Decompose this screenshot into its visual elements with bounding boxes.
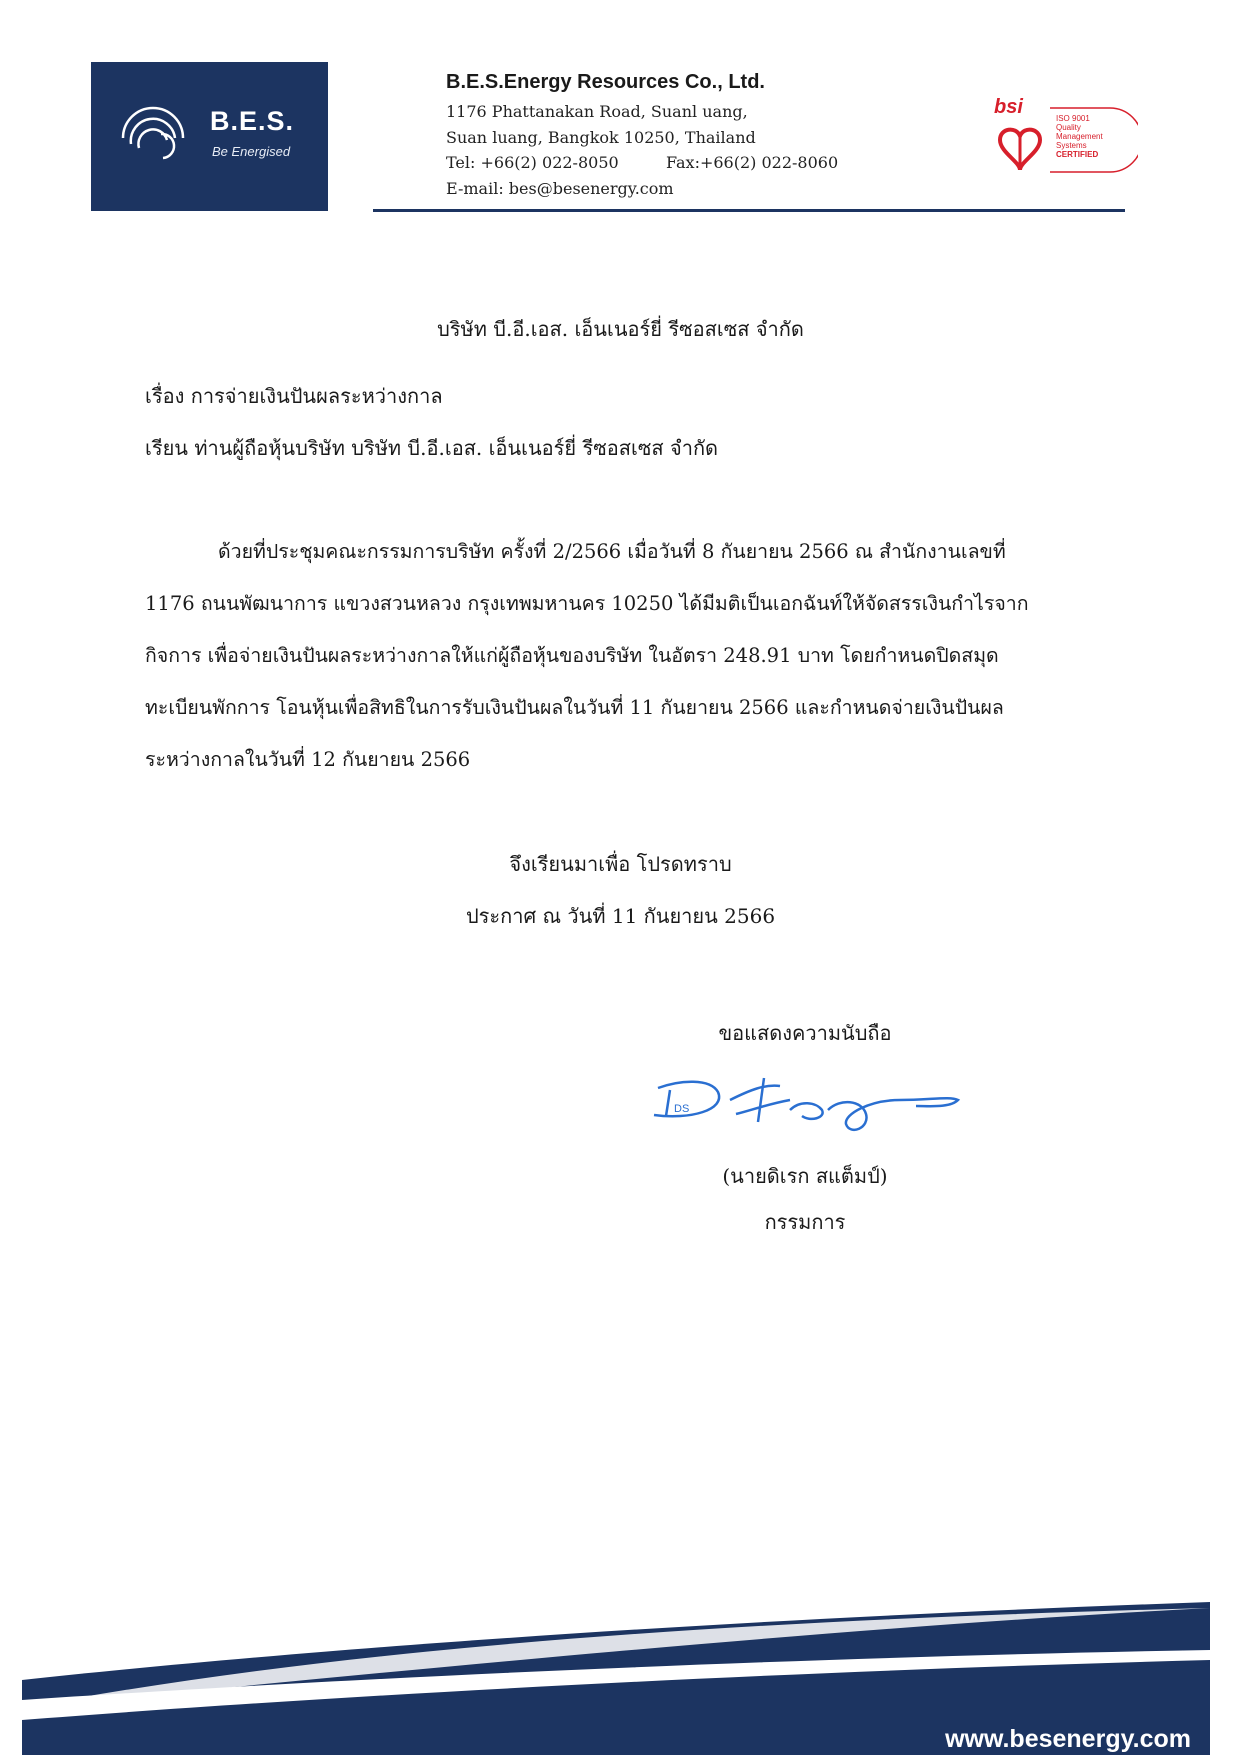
bsi-certification-badge xyxy=(990,96,1138,180)
company-title: บริษัท บี.อี.เอส. เอ็นเนอร์ยี่ รีซอสเซส จำกัด xyxy=(437,317,804,341)
logo-text: B.E.S. xyxy=(210,106,295,136)
phone-number: Tel: +66(2) 022-8050 xyxy=(446,153,619,172)
address-line-2: Suan luang, Bangkok 10250, Thailand xyxy=(446,128,756,147)
body-line-2: 1176 ถนนพัฒนาการ แขวงสวนหลวง กรุงเทพมหานคร 10250 ได้มีมติเป็นเอกฉันท์ให้จัดสรรเงินกำไรจาก xyxy=(145,592,1029,615)
body-line-5: ระหว่างกาลในวันที่ 12 กันยายน 2566 xyxy=(145,748,471,771)
subject-line: เรื่อง การจ่ายเงินปันผลระหว่างกาล xyxy=(145,384,443,408)
company-name: B.E.S.Energy Resources Co., Ltd. xyxy=(446,71,765,93)
signature-image xyxy=(640,1070,970,1145)
closing-line: จึงเรียนมาเพื่อ โปรดทราบ xyxy=(509,852,732,876)
regards-line: ขอแสดงความนับถือ xyxy=(718,1021,892,1045)
fax-number: Fax:+66(2) 022-8060 xyxy=(666,153,839,172)
header-divider xyxy=(373,209,1125,212)
signer-title: กรรมการ xyxy=(764,1210,846,1234)
cert-systems: Systems xyxy=(1056,141,1087,150)
signer-name: (นายดิเรก สแต็มป์) xyxy=(722,1164,888,1188)
cert-management: Management xyxy=(1056,132,1103,141)
bsi-wordmark: bsi xyxy=(994,96,1023,118)
cert-quality: Quality xyxy=(1056,123,1081,132)
cert-certified: CERTIFIED xyxy=(1056,150,1099,159)
body-line-3: กิจการ เพื่อจ่ายเงินปันผลระหว่างกาลให้แก่ผู้ถือหุ้นของบริษัท ในอัตรา 248.91 บาท โดยกำหนดปิดสมุด xyxy=(145,644,999,667)
svg-text:DS: DS xyxy=(674,1103,690,1115)
addressee-line: เรียน ท่านผู้ถือหุ้นบริษัท บริษัท บี.อี.เอส. เอ็นเนอร์ยี่ รีซอสเซส จำกัด xyxy=(145,436,719,460)
address-line-1: 1176 Phattanakan Road, Suanl uang, xyxy=(446,102,748,121)
email-address: E-mail: bes@besenergy.com xyxy=(446,179,674,198)
cert-iso: ISO 9001 xyxy=(1056,114,1090,123)
arc-logo-icon xyxy=(113,98,193,178)
logo-tagline: Be Energised xyxy=(212,144,291,159)
body-line-4: ทะเบียนพักการ โอนหุ้นเพื่อสิทธิในการรับเงินปันผลในวันที่ 11 กันยายน 2566 และกำหนดจ่ายเงินปันผล xyxy=(145,696,1004,719)
announce-date: ประกาศ ณ วันที่ 11 กันยายน 2566 xyxy=(465,904,776,928)
body-line-1: ด้วยที่ประชุมคณะกรรมการบริษัท ครั้งที่ 2/2566 เมื่อวันที่ 8 กันยายน 2566 ณ สำนักงานเลขที่ xyxy=(218,540,1006,563)
footer-website-url: www.besenergy.com xyxy=(945,1725,1191,1753)
